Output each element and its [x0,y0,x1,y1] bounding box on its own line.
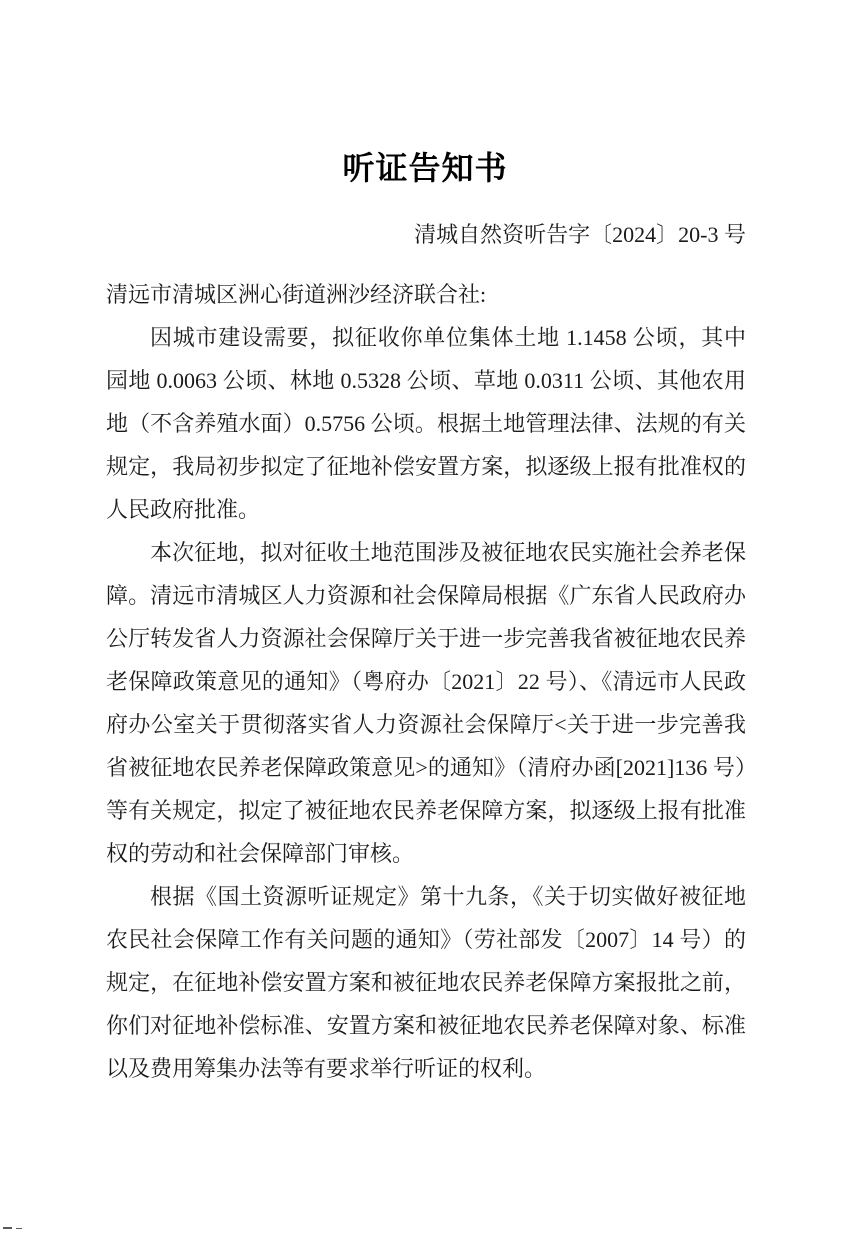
document-title: 听证告知书 [342,150,508,186]
scan-artifact-dash [16,1228,22,1229]
paragraph-hearing-rights: 根据《国土资源听证规定》第十九条，《关于切实做好被征地农民社会保障工作有关问题的通知》（劳社部发〔2007〕14 号）的规定，在征地补偿安置方案和被征地农民养老保障方案报批之前，你们对征地补偿标准、安置方案和被征地农民养老保障对象、标准以及费用筹集办法等有要求举行听证的权利。 [106,884,746,1081]
paragraph-land-acquisition: 因城市建设需要，拟征收你单位集体土地 1.1458 公顷，其中园地 0.0063 公顷、林地 0.5328 公顷、草地 0.0311 公顷、其他农用地（不含养殖水面）0.5756 公顷。根据土地管理法律、法规的有关规定，我局初步拟定了征地补偿安置方案，拟逐级上报有批准权的人民政府批准。 [106,325,746,522]
paragraph-social-security: 本次征地，拟对征收土地范围涉及被征地农民实施社会养老保障。清远市清城区人力资源和社会保障局根据《广东省人民政府办公厅转发省人力资源社会保障厅关于进一步完善我省被征地农民养老保障政策意见的通知》（粤府办〔2021〕22 号）、《清远市人民政府办公室关于贯彻落实省人力资源社会保障厅<关于进一步完善我省被征地农民养老保障政策意见>的通知》（清府办函[2021]136 号）等有关规定，拟定了被征地农民养老保障方案，拟逐级上报有批准权的劳动和社会保障部门审核。 [106,540,746,866]
scan-artifact-dash [3,1227,12,1229]
salutation-line: 清远市清城区洲心街道洲沙经济联合社: [106,282,487,307]
document-body [106,273,746,1090]
document-number: 清城自然资听告字〔2024〕20-3 号 [414,222,746,247]
